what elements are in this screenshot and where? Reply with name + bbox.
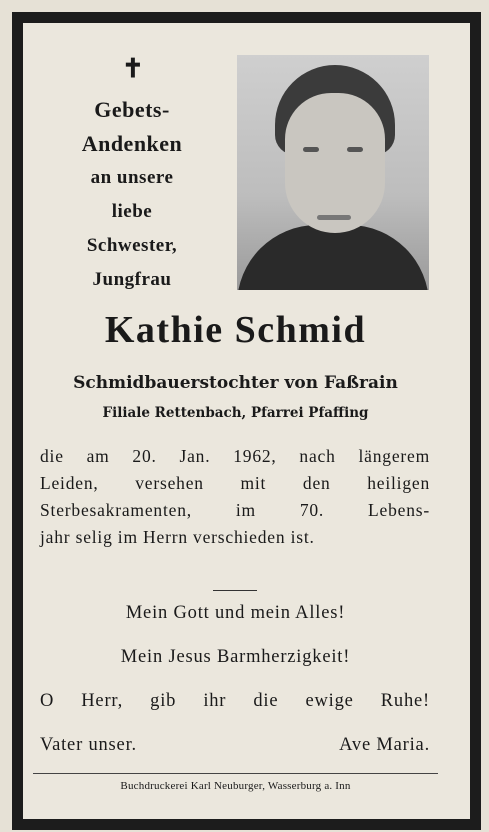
- intro-line: Jungfrau: [92, 269, 172, 290]
- portrait-eye: [347, 147, 363, 152]
- closing-right: Ave Maria.: [339, 735, 430, 755]
- printer-rule: [33, 773, 438, 774]
- paragraph-line: Leiden, versehen mit den heiligen: [40, 473, 430, 493]
- cross-icon: ✝: [122, 54, 144, 84]
- death-notice-paragraph: [40, 443, 430, 551]
- prayer-line: Mein Gott und mein Alles!: [125, 603, 346, 623]
- intro-text: [69, 93, 195, 297]
- portrait-photo: [237, 55, 429, 290]
- card-content: [23, 23, 448, 797]
- intro-line: Schwester,: [86, 235, 178, 256]
- divider: [213, 590, 257, 591]
- paragraph-line: Sterbesakramenten, im 70. Lebens-: [40, 500, 430, 520]
- portrait-face: [285, 93, 385, 233]
- portrait-clothing: [237, 225, 429, 290]
- deceased-name: Kathie Schmid: [104, 309, 367, 351]
- closing-prayers: [40, 735, 430, 756]
- parish-location: Filiale Rettenbach, Pfarrei Pfaffing: [102, 405, 369, 421]
- intro-line: an unsere: [90, 167, 174, 188]
- intro-line: Gebets-: [94, 97, 170, 122]
- portrait-eye: [303, 147, 319, 152]
- printer-credit: Buchdruckerei Karl Neuburger, Wasserburg a. Inn: [120, 780, 351, 792]
- intro-line: liebe: [111, 201, 153, 222]
- closing-left: Vater unser.: [40, 735, 137, 755]
- prayer-line: O Herr, gib ihr die ewige Ruhe!: [40, 691, 430, 711]
- portrait-mouth: [317, 215, 351, 220]
- paragraph-line: die am 20. Jan. 1962, nach längerem: [40, 446, 430, 466]
- family-subtitle: Schmidbauerstochter von Faßrain: [73, 373, 398, 393]
- prayer-line: Mein Jesus Barmherzigkeit!: [120, 647, 351, 667]
- intro-line: Andenken: [81, 131, 183, 156]
- paragraph-line: jahr selig im Herrn verschieden ist.: [40, 527, 315, 547]
